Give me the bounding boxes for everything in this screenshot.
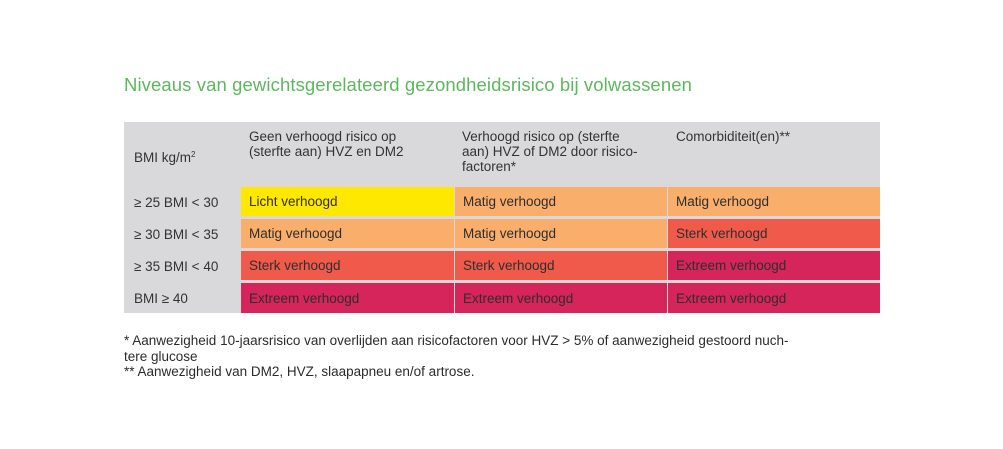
column-header-2-line-2: aan) HVZ of DM2 door risico- (462, 144, 638, 159)
bmi-header (134, 150, 195, 165)
row-label-3: ≥ 35 BMI < 40 (134, 258, 219, 274)
bmi-header-label: BMI kg/m (134, 150, 192, 165)
risk-cell-r1-c3: Matig verhoogd (668, 187, 880, 216)
footnote-2: ** Aanwezigheid van DM2, HVZ, slaapapneu en/of artrose. (124, 364, 475, 380)
column-header-1-line-2: (sterfte aan) HVZ en DM2 (249, 144, 404, 159)
risk-cell-r4-c2: Extreem verhoogd (455, 283, 667, 313)
risk-cell-r1-c1: Licht verhoogd (241, 187, 454, 216)
row-label-2: ≥ 30 BMI < 35 (134, 226, 219, 242)
column-header-2 (462, 129, 667, 174)
footnote-1-line-2: tere glucose (124, 348, 198, 364)
risk-table (124, 122, 880, 313)
risk-cell-r1-c2: Matig verhoogd (455, 187, 667, 216)
risk-cell-r2-c1: Matig verhoogd (241, 219, 454, 248)
risk-cell-r4-c1: Extreem verhoogd (241, 283, 454, 313)
risk-cell-r3-c2: Sterk verhoogd (455, 251, 667, 280)
risk-cell-r3-c3: Extreem verhoogd (668, 251, 880, 280)
column-header-1 (249, 129, 454, 159)
risk-cell-r2-c2: Matig verhoogd (455, 219, 667, 248)
column-header-1-line-1: Geen verhoogd risico op (249, 129, 397, 144)
footnote-1-line-1: * Aanwezigheid 10-jaarsrisico van overlijden aan risicofactoren voor HVZ > 5% of aanwezigheid gestoord nuch- (124, 333, 789, 348)
bmi-header-sup: 2 (191, 150, 196, 159)
column-header-3-line-1: Comorbiditeit(en)** (676, 129, 791, 144)
column-header-2-line-3: factoren* (462, 159, 517, 174)
risk-cell-r3-c1: Sterk verhoogd (241, 251, 454, 280)
column-header-3 (676, 129, 876, 144)
row-label-1: ≥ 25 BMI < 30 (134, 194, 219, 210)
column-header-2-line-1: Verhoogd risico op (sterfte (462, 129, 620, 144)
risk-cell-r2-c3: Sterk verhoogd (668, 219, 880, 248)
footnotes (124, 333, 884, 380)
risk-cell-r4-c3: Extreem verhoogd (668, 283, 880, 313)
page-title: Niveaus van gewichtsgerelateerd gezondheidsrisico bij volwassenen (124, 74, 692, 95)
row-label-4: BMI ≥ 40 (134, 290, 188, 306)
